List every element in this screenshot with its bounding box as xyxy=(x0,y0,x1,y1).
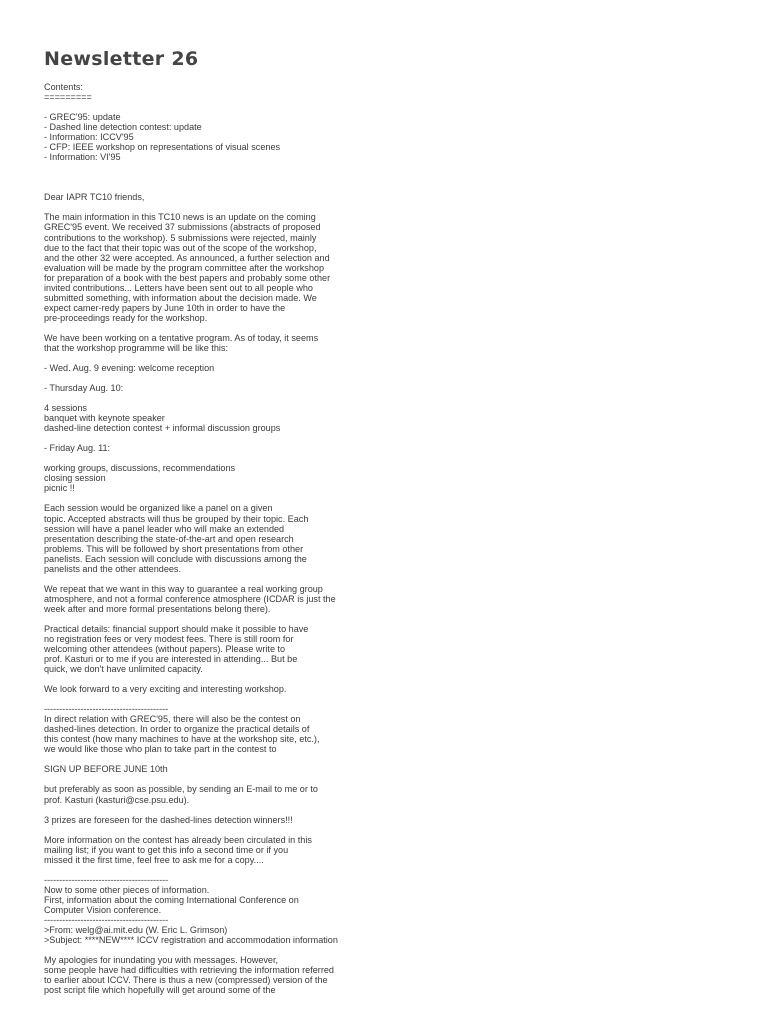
text-line: expect camer-redy papers by June 10th in order to have the xyxy=(44,302,286,313)
text-line: My apologies for inundating you with messages. However, xyxy=(44,955,279,966)
text-line: pre-proceedings ready for the workshop. xyxy=(44,312,208,323)
text-line: Practical details: financial support should make it possible to have xyxy=(44,623,309,634)
text-line: to earlier about ICCV. There is thus a new (compressed) version of the xyxy=(44,975,328,986)
document-page xyxy=(44,48,744,1005)
text-line: - Information: ICCV'95 xyxy=(44,132,134,143)
paragraph xyxy=(44,363,744,373)
text-line: quick, we don't have unlimited capacity. xyxy=(44,664,203,675)
paragraph xyxy=(44,172,744,182)
text-line: picnic !! xyxy=(44,483,75,494)
text-line: In direct relation with GREC'95, there will also be the contest on xyxy=(44,714,301,725)
paragraph xyxy=(44,764,744,774)
text-line: prof. Kasturi (kasturi@cse.psu.edu). xyxy=(44,794,190,805)
text-line: submitted something, with information about the decision made. We xyxy=(44,292,317,303)
text-line: invited contributions... Letters have been sent out to all people who xyxy=(44,282,313,293)
paragraph xyxy=(44,82,744,102)
paragraph xyxy=(44,584,744,614)
text-line: some people have had difficulties with retrieving the information referred xyxy=(44,965,334,976)
paragraph xyxy=(44,212,744,323)
text-line: working groups, discussions, recommendations xyxy=(44,463,236,474)
paragraph xyxy=(44,684,744,694)
text-line: evaluation will be made by the program committee after the workshop xyxy=(44,262,325,273)
text-line: 3 prizes are foreseen for the dashed-lines detection winners!!! xyxy=(44,814,293,825)
paragraph xyxy=(44,192,744,202)
text-line: due to the fact that their topic was out of the scope of the workshop, xyxy=(44,242,317,253)
document-body xyxy=(44,82,744,995)
text-line xyxy=(44,172,744,182)
text-line: dashed-lines detection. In order to organize the practical details of xyxy=(44,724,310,735)
paragraph xyxy=(44,955,744,995)
text-line: ========= xyxy=(44,92,92,103)
paragraph xyxy=(44,835,744,865)
text-line: GREC'95 event. We received 37 submissions (abstracts of proposed xyxy=(44,222,321,233)
text-line: - Information: VI'95 xyxy=(44,152,121,163)
paragraph xyxy=(44,333,744,353)
text-line: this contest (how many machines to have at the workshop site, etc.), xyxy=(44,734,320,745)
text-line: no registration fees or very modest fees. There is still room for xyxy=(44,633,294,644)
paragraph xyxy=(44,403,744,433)
text-line: Each session would be organized like a panel on a given xyxy=(44,503,273,514)
text-line: we would like those who plan to take part in the contest to xyxy=(44,744,277,755)
text-line: SIGN UP BEFORE JUNE 10th xyxy=(44,764,168,775)
text-line: Computer Vision conference. xyxy=(44,904,162,915)
text-line: - GREC'95: update xyxy=(44,112,121,123)
text-line: More information on the contest has already been circulated in this xyxy=(44,834,312,845)
paragraph xyxy=(44,383,744,393)
text-line: welcoming other attendees (without papers). Please write to xyxy=(44,644,286,655)
paragraph xyxy=(44,624,744,674)
paragraph xyxy=(44,784,744,804)
text-line: - Thursday Aug. 10: xyxy=(44,383,124,394)
text-line: ----------------------------------------- xyxy=(44,704,169,715)
text-line: but preferably as soon as possible, by sending an E-mail to me or to xyxy=(44,784,318,795)
text-line: session will have a panel leader who will make an extended xyxy=(44,523,285,534)
text-line: week after and more formal presentations belong there). xyxy=(44,603,271,614)
text-line: We look forward to a very exciting and interesting workshop. xyxy=(44,684,287,695)
paragraph xyxy=(44,443,744,453)
text-line: topic. Accepted abstracts will thus be grouped by their topic. Each xyxy=(44,513,309,524)
text-line: panelists. Each session will conclude with discussions among the xyxy=(44,553,307,564)
text-line: First, information about the coming International Conference on xyxy=(44,894,299,905)
text-line: presentation describing the state-of-the-art and open research xyxy=(44,533,294,544)
text-line: - Dashed line detection contest: update xyxy=(44,122,202,133)
text-line: and the other 32 were accepted. As announced, a further selection and xyxy=(44,252,330,263)
paragraph xyxy=(44,815,744,825)
text-line: >Subject: ****NEW**** ICCV registration and accommodation information xyxy=(44,935,338,946)
text-line: - CFP: IEEE workshop on representations of visual scenes xyxy=(44,142,281,153)
document-title: Newsletter 26 xyxy=(44,48,199,70)
text-line: for preparation of a book with the best papers and probably some other xyxy=(44,272,331,283)
text-line: prof. Kasturi or to me if you are interested in attending... But be xyxy=(44,654,298,665)
text-line: The main information in this TC10 news is an update on the coming xyxy=(44,212,316,223)
text-line: - Friday Aug. 11: xyxy=(44,443,111,454)
text-line: We repeat that we want in this way to guarantee a real working group xyxy=(44,583,323,594)
text-line: missed it the first time, feel free to ask me for a copy.... xyxy=(44,854,264,865)
text-line: dashed-line detection contest + informal discussion groups xyxy=(44,423,281,434)
text-line: Dear IAPR TC10 friends, xyxy=(44,192,145,203)
text-line: >From: welg@ai.mit.edu (W. Eric L. Grimson) xyxy=(44,925,228,935)
text-line: ----------------------------------------- xyxy=(44,914,169,925)
text-line: panelists and the other attendees. xyxy=(44,563,182,574)
text-line: Contents: xyxy=(44,82,83,92)
text-line: banquet with keynote speaker xyxy=(44,413,165,424)
paragraph xyxy=(44,704,744,754)
paragraph xyxy=(44,463,744,493)
text-line: Now to some other pieces of information. xyxy=(44,884,210,895)
paragraph xyxy=(44,503,744,573)
text-line: 4 sessions xyxy=(44,403,87,414)
text-line: post script file which hopefully will get around some of the xyxy=(44,985,276,996)
text-line: ----------------------------------------- xyxy=(44,874,169,885)
text-line: We have been working on a tentative program. As of today, it seems xyxy=(44,332,319,343)
text-line: closing session xyxy=(44,473,106,484)
text-line: atmosphere, and not a formal conference atmosphere (ICDAR is just the xyxy=(44,593,336,604)
text-line: contributions to the workshop). 5 submissions were rejected, mainly xyxy=(44,232,317,243)
text-line: - Wed. Aug. 9 evening: welcome reception xyxy=(44,363,215,374)
text-line: mailing list; if you want to get this info a second time or if you xyxy=(44,844,289,855)
paragraph xyxy=(44,112,744,162)
text-line: that the workshop programme will be like this: xyxy=(44,342,228,353)
text-line: problems. This will be followed by short presentations from other xyxy=(44,543,304,554)
paragraph xyxy=(44,875,744,945)
